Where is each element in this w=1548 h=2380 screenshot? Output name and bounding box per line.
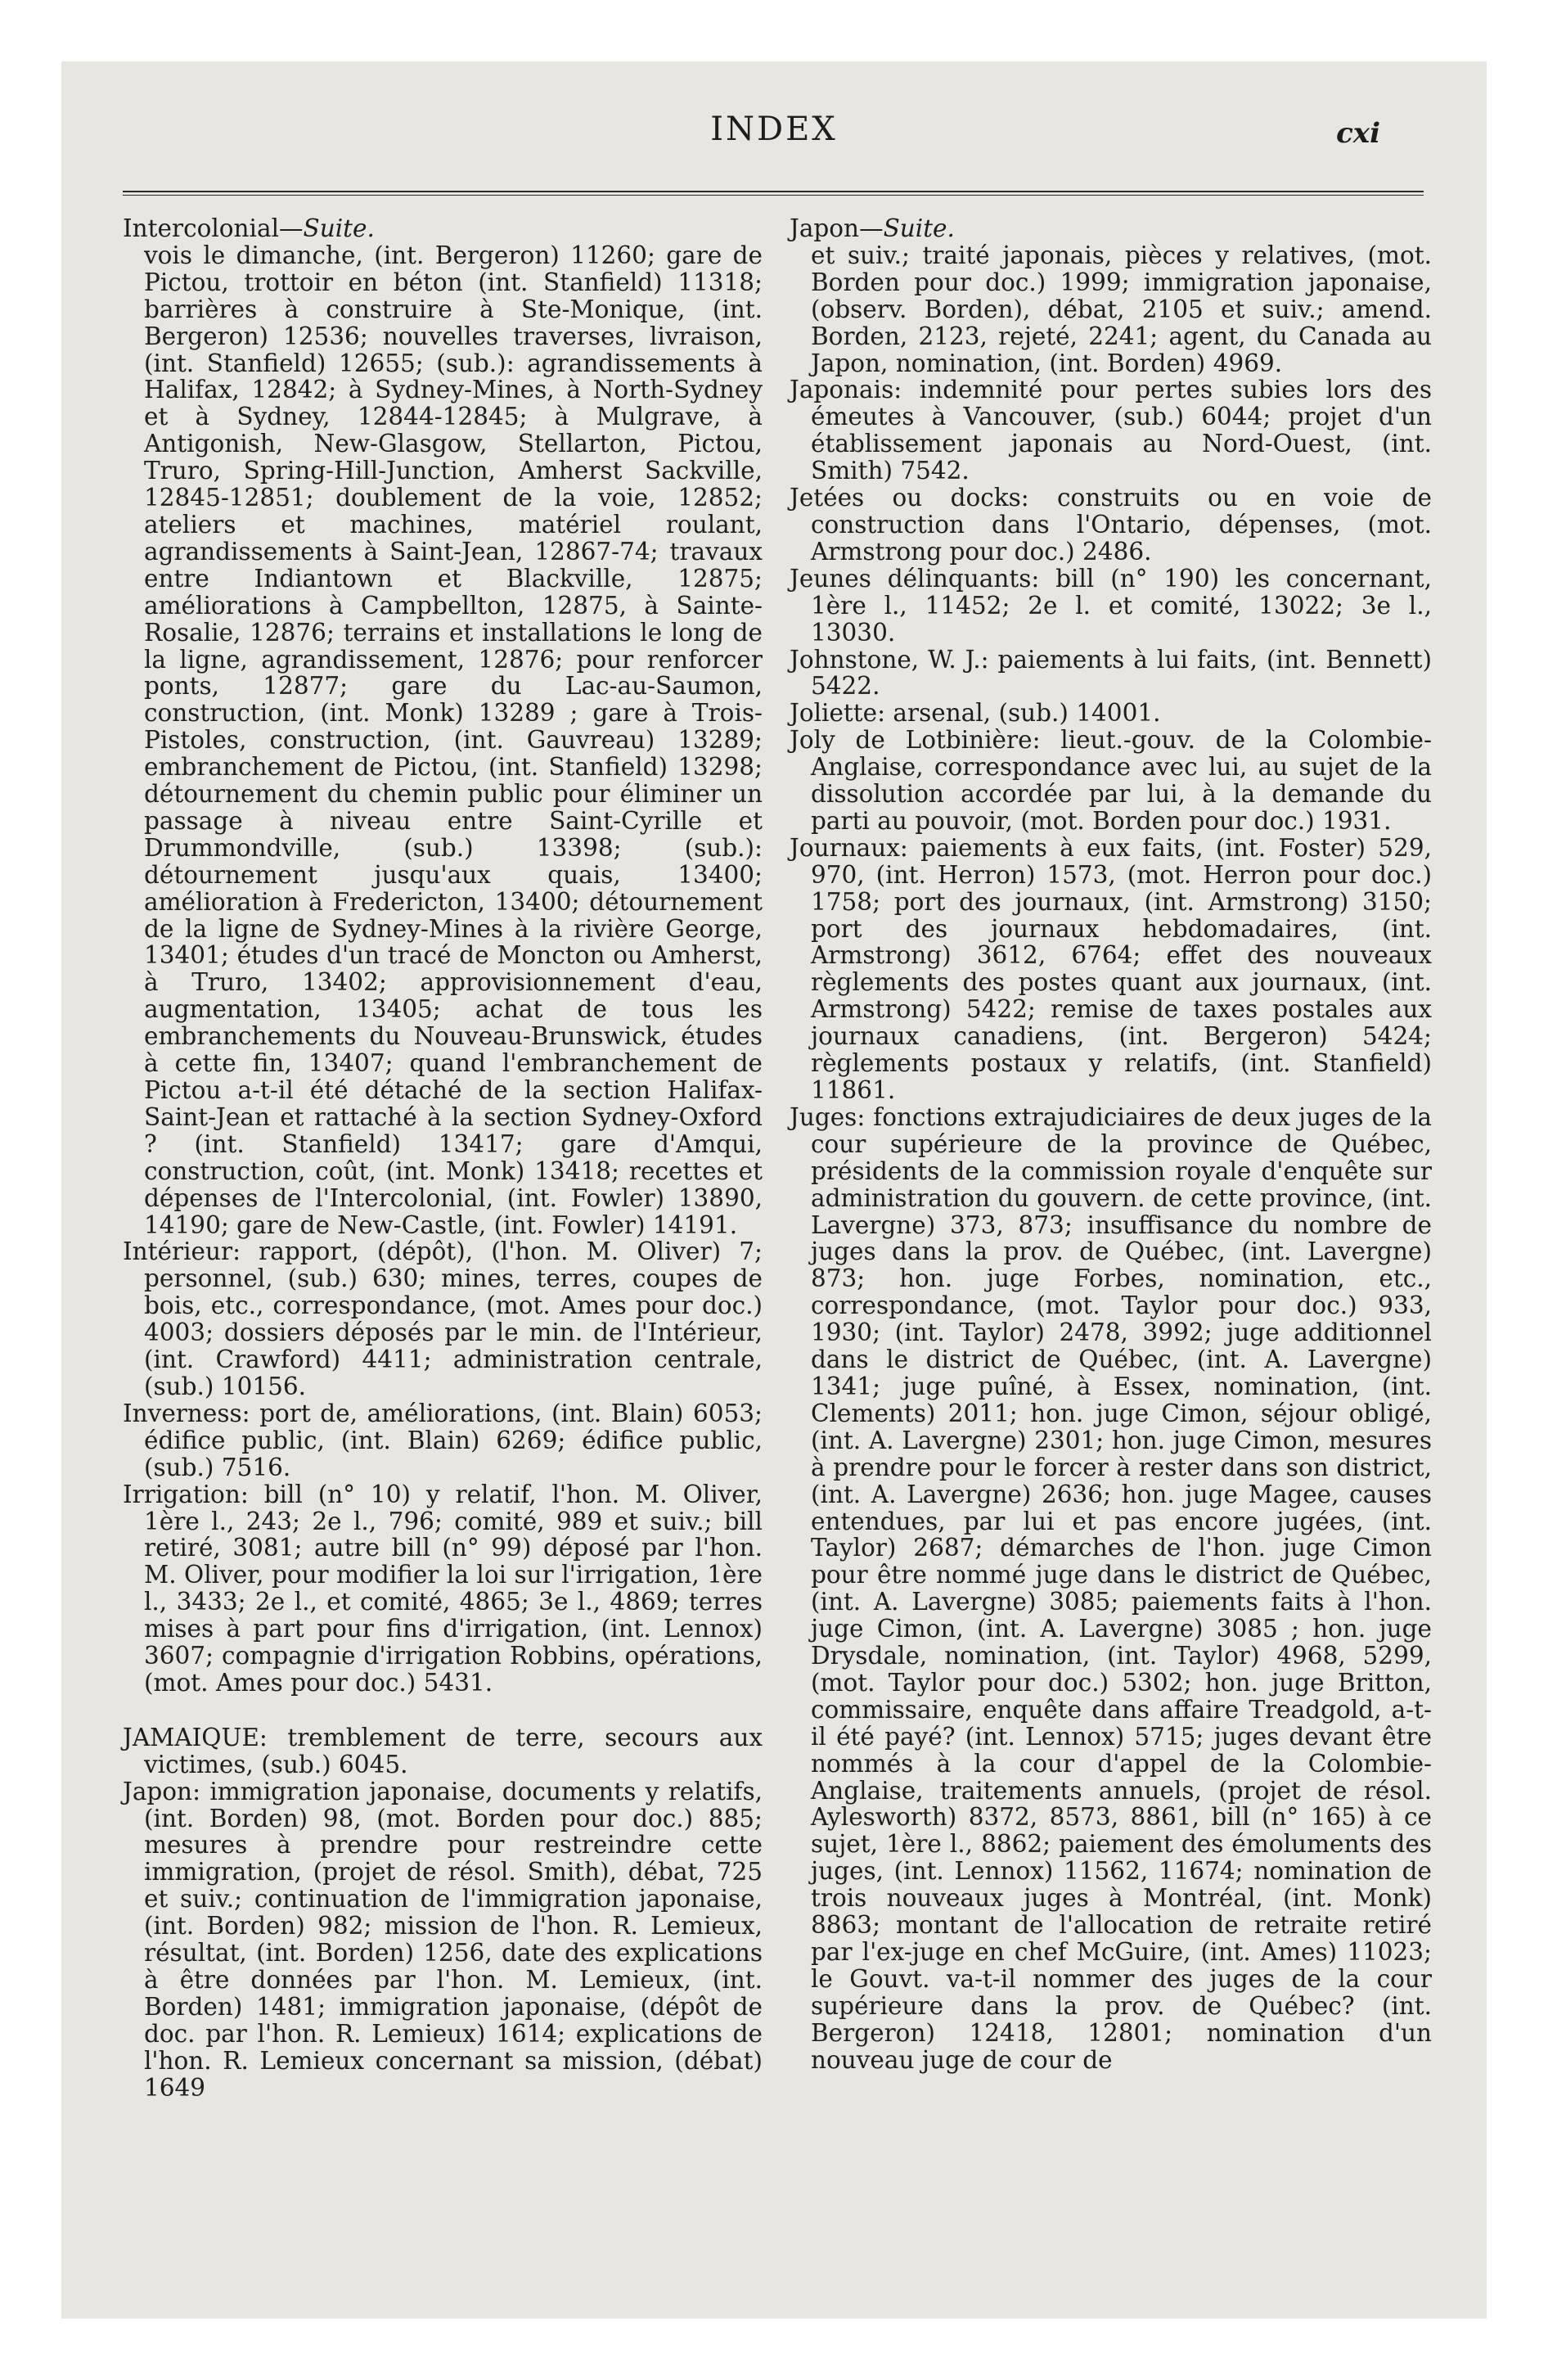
page-scan bbox=[61, 61, 1487, 2319]
entry-heading: Japonais bbox=[790, 376, 894, 404]
index-entry bbox=[790, 647, 1432, 701]
entry-text: : construits ou en voie de construction dans l'Ontario, dépenses, (mot. Armstrong pour doc.) 2486. bbox=[811, 484, 1432, 566]
continued-marker: Suite. bbox=[303, 214, 375, 242]
entry-text: vois le dimanche, (int. Bergeron) 11260; gare de Pictou, trottoir en béton (int. Stanfield) 11318; barrières à construire à Ste-Monique, (int. Bergeron) 12536; nouvelles traverses, livraison, (int. Stanfield) 12655; (sub.): agrandissements à Halifax, 12842; à Sydney-Mines, à North-Sydney et à Sydney, 12844-12845; à Mulgrave, à Antigonish, New-Glasgow, Stellarton, Pictou, Truro, Spring-Hill-Junction, Amherst Sackville, 12845-12851; doublement de la voie, 12852; ateliers et machines, matériel roulant, agrandissements à Saint-Jean, 12867-74; travaux entre Indiantown et Blackville, 12875; améliorations à Campbellton, 12875, à Sainte-Rosalie, 12876; terrains et installations le long de la ligne, agrandissement, 12876; pour renforcer ponts, 12877; gare du Lac-au-Saumon, construction, (int. Monk) 13289 ; gare à Trois-Pistoles, construction, (int. Gauvreau) 13289; embranchement de Pictou, (int. Stanfield) 13298; détournement du chemin public pour éliminer un passage à niveau entre Saint-Cyrille et Drummondville, (sub.) 13398; (sub.): détournement jusqu'aux quais, 13400; amélioration à Fredericton, 13400; détournement de la ligne de Sydney-Mines à la rivière George, 13401; études d'un tracé de Moncton ou Amherst, à Truro, 13402; approvisionnement d'eau, augmentation, 13405; achat de tous les embranchements du Nouveau-Brunswick, études à cette fin, 13407; quand l'embranchement de Pictou a-t-il été détaché de la section Halifax-Saint-Jean et rattaché à la section Sydney-Oxford ? (int. Stanfield) 13417; gare d'Amqui, construction, coût, (int. Monk) 13418; recettes et dépenses de l'Intercolonial, (int. Fowler) 13890, 14190; gare de New-Castle, (int. Fowler) 14191. bbox=[144, 241, 763, 1239]
index-entry bbox=[790, 700, 1432, 727]
entry-heading: Intercolonial bbox=[123, 214, 280, 242]
index-entry bbox=[790, 566, 1432, 647]
entry-heading: Irrigation bbox=[123, 1480, 241, 1508]
entry-text: : fonctions extrajudiciaires de deux juges de la cour supérieure de la province de Québec, présidents de la commission royale d'enquête sur administration du gouvern. de cette province, (int. Lavergne) 373, 873; insuffisance du nombre de juges dans la prov. de Québec, (int. Lavergne) 873; hon. juge Forbes, nomination, etc., correspondance, (mot. Taylor pour doc.) 933, 1930; (int. Taylor) 2478, 3992; juge additionnel dans le district de Québec, (int. A. Lavergne) 1341; juge puîné, à Essex, nomination, (int. Clements) 2011; hon. juge Cimon, séjour obligé, (int. A. Lavergne) 2301; hon. juge Cimon, mesures à prendre pour le forcer à rester dans son district, (int. A. Lavergne) 2636; hon. juge Magee, causes entendues, par lui et pas encore jugées, (int. Taylor) 2687; démarches de l'hon. juge Cimon pour être nommé juge dans le district de Québec, (int. A. Lavergne) 3085; paiements faits à l'hon. juge Cimon, (int. A. Lavergne) 3085 ; hon. juge Drysdale, nomination, (int. Taylor) 4968, 5299, (mot. Taylor pour doc.) 5302; hon. juge Britton, commissaire, enquête dans affaire Treadgold, a-t-il été payé? (int. Lennox) 5715; juges devant être nommés à la cour d'appel de la Colombie-Anglaise, traitements annuels, (projet de résol. Aylesworth) 8372, 8573, 8861, bill (n° 165) à ce sujet, 1ère l., 8862; paiement des émoluments des juges, (int. Lennox) 11562, 11674; nomination de trois nouveaux juges à Montréal, (int. Monk) 8863; montant de l'allocation de retraite retiré par l'ex-juge en chef McGuire, (int. Ames) 11023; le Gouvt. va-t-il nommer des juges de la cour supérieure dans la prov. de Québec? (int. Bergeron) 12418, 12801; nomination d'un nouveau juge de cour de bbox=[811, 1102, 1432, 2074]
index-entry bbox=[123, 1778, 763, 2102]
index-entry bbox=[123, 1400, 763, 1481]
entry-text: : rapport, (dépôt), (l'hon. M. Oliver) 7; personnel, (sub.) 630; mines, terres, coupes de bois, etc., correspondance, (mot. Ames pour doc.) 4003; dossiers déposés par le min. de l'Intérieur, (int. Crawford) 4411; administration centrale, (sub.) 10156. bbox=[144, 1237, 763, 1400]
index-entry bbox=[123, 1238, 763, 1400]
entry-heading: Journaux bbox=[790, 833, 900, 862]
entry-heading: Japon bbox=[123, 1777, 193, 1805]
index-entry bbox=[123, 1481, 763, 1697]
index-entry: Intercolonial—Suite. vois le dimanche, (int. Bergeron) 11260; gare de Pictou, trottoir en béton (int. Stanfield) 11318; barrières à construire à Ste-Monique, (int. Bergeron) 12536; nouvelles traverses, livraison, (int. Stanfield) 12655; (sub.): agrandissements à Halifax, 12842; à Sydney-Mines, à North-Sydney et à Sydney, 12844-12845; à Mulgrave, à Antigonish, New-Glasgow, Stellarton, Pictou, Truro, Spring-Hill-Junction, Amherst Sackville, 12845-12851; doublement de la voie, 12852; ateliers et machines, matériel roulant, agrandissements à Saint-Jean, 12867-74; travaux entre Indiantown et Blackville, 12875; améliorations à Campbellton, 12875, à Sainte-Rosalie, 12876; terrains et installations le long de la ligne, agrandissement, 12876; pour renforcer ponts, 12877; gare du Lac-au-Saumon, construction, (int. Monk) 13289 ; gare à Trois-Pistoles, construction, (int. Gauvreau) 13289; embranchement de Pictou, (int. Stanfield) 13298; détournement du chemin public pour éliminer un passage à niveau entre Saint-Cyrille et Drummondville, (sub.) 13398; (sub.): détournement jusqu'aux quais, 13400; amélioration à Fredericton, 13400; détournement de la ligne de Sydney-Mines à la rivière George, 13401; études d'un tracé de Moncton ou Amherst, à Truro, 13402; approvisionnement d'eau, augmentation, 13405; achat de tous les embranchements du Nouveau-Brunswick, études à cette fin, 13407; quand l'embranchement de Pictou a-t-il été détaché de la section Halifax-Saint-Jean et rattaché à la section Sydney-Oxford ? (int. Stanfield) 13417; gare d'Amqui, construction, coût, (int. Monk) 13418; recettes et dépenses de l'Intercolonial, (int. Fowler) 13890, 14190; gare de New-Castle, (int. Fowler) 14191. bbox=[123, 214, 763, 1239]
index-entry bbox=[790, 485, 1432, 566]
entry-text: : tremblement de terre, secours aux victimes, (sub.) 6045. bbox=[144, 1723, 763, 1778]
index-entry bbox=[790, 376, 1432, 485]
entry-heading: JAMAIQUE bbox=[123, 1723, 259, 1751]
entry-text: : lieut.-gouv. de la Colombie-Anglaise, correspondance avec lui, au sujet de la dissolution accordée par lui, à la demande du parti au pouvoir, (mot. Borden pour doc.) 1931. bbox=[811, 726, 1432, 835]
entry-heading: Johnstone, W. J. bbox=[790, 645, 981, 674]
entry-text: : indemnité pour pertes subies lors des émeutes à Vancouver, (sub.) 6044; projet d'un établissement japonais au Nord-Ouest, (int. Smith) 7542. bbox=[811, 376, 1432, 485]
index-entry bbox=[790, 1104, 1432, 2074]
entry-heading: Jetées ou docks bbox=[790, 484, 1021, 512]
entry-text: : port de, améliorations, (int. Blain) 6053; édifice public, (int. Blain) 6269; édifice public, (sub.) 7516. bbox=[144, 1399, 763, 1481]
entry-heading: Intérieur bbox=[123, 1237, 233, 1266]
right-column bbox=[790, 215, 1432, 2074]
entry-heading: Joliette bbox=[790, 699, 878, 728]
entry-heading: Inverness bbox=[123, 1399, 242, 1427]
entry-heading: Japon bbox=[790, 214, 860, 242]
index-entry bbox=[790, 835, 1432, 1104]
entry-text: : arsenal, (sub.) 14001. bbox=[877, 699, 1161, 728]
entry-text: et suiv.; traité japonais, pièces y relatives, (mot. Borden pour doc.) 1999; immigration japonaise, (observ. Borden), débat, 2105 et suiv.; amend. Borden, 2123, rejeté, 2241; agent, du Canada au Japon, nomination, (int. Borden) 4969. bbox=[811, 241, 1432, 377]
page-number: cxi bbox=[1336, 117, 1380, 150]
entry-text: : bill (n° 10) y relatif, l'hon. M. Oliver, 1ère l., 243; 2e l., 796; comité, 989 et suiv.; bill retiré, 3081; autre bill (n° 99) déposé par l'hon. M. Oliver, pour modifier la loi sur l'irrigation, 1ère l., 3433; 2e l., et comité, 4865; 3e l., 4869; terres mises à part pour fins d'irrigation, (int. Lennox) 3607; compagnie d'irrigation Robbins, opérations, (mot. Ames pour doc.) 5431. bbox=[144, 1480, 763, 1697]
index-entry: Japon—Suite. et suiv.; traité japonais, pièces y relatives, (mot. Borden pour doc.) 1999; immigration japonaise, (observ. Borden), débat, 2105 et suiv.; amend. Borden, 2123, rejeté, 2241; agent, du Canada au Japon, nomination, (int. Borden) 4969. bbox=[790, 214, 1432, 377]
running-head: INDEX bbox=[710, 110, 838, 148]
index-entry bbox=[790, 727, 1432, 835]
entry-heading: Juges bbox=[790, 1102, 857, 1131]
continued-marker: Suite. bbox=[883, 214, 955, 242]
left-column bbox=[123, 215, 763, 2102]
header-rule bbox=[123, 191, 1424, 196]
entry-text: : immigration japonaise, documents y relatifs, (int. Borden) 98, (mot. Borden pour doc.) 885; mesures à prendre pour restreindre cette immigration, (projet de résol. Smith), débat, 725 et suiv.; continuation de l'immigration japonaise, (int. Borden) 982; mission de l'hon. R. Lemieux, résultat, (int. Borden) 1256, date des explications à être données par l'hon. M. Lemieux, (int. Borden) 1481; immigration japonaise, (dépôt de doc. par l'hon. R. Lemieux) 1614; explications de l'hon. R. Lemieux concernant sa mission, (débat) 1649 bbox=[144, 1777, 763, 2102]
entry-text: : paiements à eux faits, (int. Foster) 529, 970, (int. Herron) 1573, (mot. Herron pour doc.) 1758; port des journaux, (int. Armstrong) 3150; port des journaux hebdomadaires, (int. Armstrong) 3612, 6764; effet des nouveaux règlements des postes quant aux journaux, (int. Armstrong) 5422; remise de taxes postales aux journaux canadiens, (int. Bergeron) 5424; règlements postaux y relatifs, (int. Stanfield) 11861. bbox=[811, 833, 1432, 1104]
entry-heading: Joly de Lotbinière bbox=[790, 726, 1033, 755]
entry-heading: Jeunes délinquants bbox=[790, 564, 1032, 593]
entry-text: : paiements à lui faits, (int. Bennett) 5422. bbox=[811, 645, 1432, 701]
index-entry bbox=[123, 1724, 763, 1778]
entry-text: : bill (n° 190) les concernant, 1ère l., 11452; 2e l. et comité, 13022; 3e l., 13030. bbox=[811, 564, 1432, 647]
